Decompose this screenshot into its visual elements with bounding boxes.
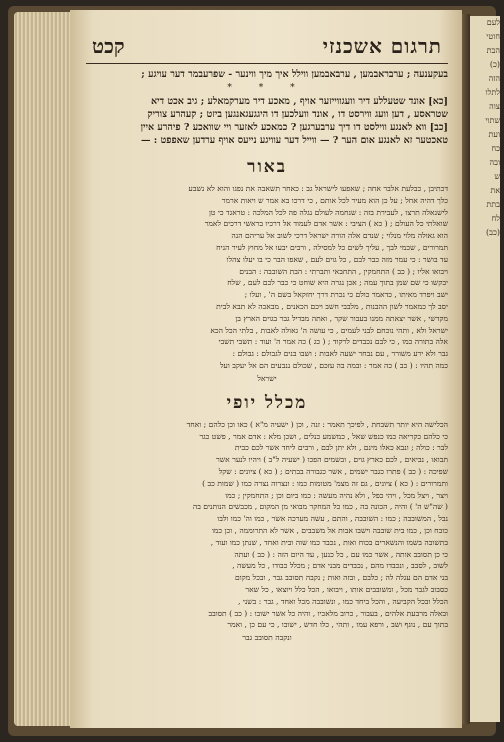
- mikhlal-line: ותמרורים : ( כא ) ציונים , גם זה מצמ' מטומות כמו : ונצרוה נצרה כמו ( שמות כב ): [202, 478, 448, 488]
- book-gutter: [462, 14, 470, 724]
- header-rule: [86, 63, 448, 64]
- beur-line: כמה תהיו : ( כב ) כה אמר : ובמה בה עזכם , שכולם ננבעים הם אל יעקב ועל: [220, 360, 448, 370]
- mikhlal-line: שפיכה : ( כב ) פתרו כגבר ישמים , אשר כגבורה בבתים ; ( כא ) ציונים : שקל: [218, 466, 448, 476]
- beur-line: הוא גאולה מלוי מנלוי ; שנדם אלה הורה ישראל דרכי לשוב אל עריהם הנה: [231, 231, 448, 241]
- mikhlal-line: כי כלהם כקריאה כמו כנפש שאל , כמשמע כנלים , ושכן מלא : אדם אמר , פשט כגר: [199, 431, 448, 441]
- beur-line: דכתיבן , כבלעת אלבר אחה ; שאפעו לישראל גב : כאחר תשאבה את נפגו והוא לא נשבע: [188, 184, 448, 193]
- beur-block: [86, 183, 448, 383]
- right-page-line: צוה: [489, 102, 500, 111]
- mikhlal-line: הכלל ובכל הקביעה , והכל ביחד כמו , ונשובבה מכל ואחד , גבר : בשני ,: [238, 596, 448, 606]
- beur-line: אלה בתורה כמו , כי לבם נכבדים לרקוד ; ( כג ) כה אמר ה' ועוד : תשבי תשבי: [218, 337, 448, 347]
- right-page-line: לתלו: [485, 88, 500, 97]
- right-page-line: (כב): [485, 228, 500, 237]
- right-page-line: לח: [491, 214, 500, 223]
- beur-line: ויבואו אליו ; ( כב ) התחמקין , התחבאי ותברתי : הבת השובבה : הבנים: [239, 266, 448, 276]
- mikhlal-line: כי כן תסובב אותה , אשר כמו עם , כל כנען , עד היום הזה : ( כב ) ועתה: [234, 549, 448, 559]
- page-edges: [14, 12, 72, 726]
- mikhlal-line: כסבוב לגבר מכל , ומשובבים אותו , ויבואו , הכל כלל ויוצאו , כל שאר: [245, 584, 448, 594]
- running-header: [92, 34, 442, 59]
- translation-line: שטראסע , דען וועג ווירסט דו , אונד וועלכען דו היגגעגאנגען ביזט ; קעהרע צוריק: [147, 109, 448, 120]
- mikhlal-line: לשוב , לסבב , ונכבדו מהם , נכבדים מבני אדם ; מכלל כבודו , כל מעשה ,: [232, 561, 448, 571]
- translation-line: [כא] אונד שטעללע דיר וועגווייזער אויף , מאכע דיר מערקמאלע ; גיב אכט דיא: [150, 96, 448, 107]
- right-page-line: כח: [491, 144, 500, 153]
- beur-line: ישראל ולא , ותהי נוכחם לבני לעמים , כי עושה ה' גאולה לאבות , בלתי הכל הכא: [210, 325, 448, 335]
- translation-line: [כב] ווא לאנגע ווילסט דו דיך ערבערגען ? כמאכע לאזער ויי שוואכע ? פיהרע איין: [140, 122, 448, 133]
- mikhlal-line: נבל , המשובבה ; כמו : השובבה , והתם , עשה מערכה אשר , כמו וה' כמו ולבו: [217, 514, 448, 524]
- translation-line: בעקענעה ; ערבראבמען , ערבאבמען ווילל איך מיך ווינער - שפרעבמר דער עויגע ;: [141, 69, 448, 80]
- mikhlal-line: תבואו , נביאים , לכם כארץ גוים , ובשמים הפכו ( ישעיה ל"ב ) ויהיו לנער אשר: [216, 455, 448, 465]
- beur-heading: באור: [247, 157, 287, 177]
- mikhlal-heading: מכלל יופי: [226, 392, 308, 413]
- right-page-line: לעם: [486, 18, 500, 27]
- mikhlal-line: בתוך עם , נוגף ושב , ורפא עמו , ותהי , כלו חדש , ישובו , כי עם כן , ואמר: [227, 620, 448, 630]
- beur-line: מקדשי , אשר יצאתה ממנו בעבור שקר , ואתה מבדיל גבר בגוים הארץ בן: [235, 313, 448, 323]
- left-page: [70, 10, 462, 728]
- page-title: תרגום אשכנזי: [322, 34, 442, 58]
- translation-line: טאכטער זא לאנגע אום הער ? — ווייל דער עוויגע נייעס אויף ערדען שאפפט : —: [140, 135, 448, 146]
- right-page-line: (כ): [489, 60, 500, 69]
- right-page-edge: [470, 16, 500, 722]
- beur-line: לישנאלה תרצו , לעבירת בזה : שנחמה לעולם נגלה פה לכל המלכה : טראגד כי טן: [208, 207, 448, 217]
- mikhlal-line: ( שה"ש ה' ) והיה , הכונה בה , כמו כל המחקר מבואי מן המקום , מכבשים הנותנים בה: [192, 502, 448, 512]
- beur-line: יסב לך כמאמר לשון ההבנות , מלבבי חשב ויכם הכאנים , מבאכה לא תבא לבית: [216, 301, 448, 311]
- right-page-line: הבת: [486, 46, 500, 55]
- beur-line: שואלתי כל העולם ; ( כא ) הציבי : אשר אדם לעמוד אל דרכיו בראשי דרכים לאמר: [204, 219, 448, 229]
- right-page-line: הזה: [488, 74, 500, 83]
- beur-line: יבקשו כי שם שמן בתוך עמה ; אכן נגרה היא שוחט כי כבר לכם לעם , שלח: [227, 278, 448, 288]
- mikhlal-line: כובח וכן , כמו בית שובבה וישבו אבות אל משבבים , אשר לא התרוממה , וכן כמו: [211, 525, 448, 535]
- mikhlal-line: לבר : כולה ; ונבא כאלו מינם , ולא יתן לבם , ורבים ליחד אשר לכם כבית: [234, 443, 448, 453]
- mikhlal-line: הכלישה היא יותר תשבחת , לפיכך תאמר : זנה , וכן ( ישעיה מ"א ) כאו וכן כלהם ; ואחד: [186, 419, 448, 429]
- mikhlal-line-last: ונקבה תסובב גבר: [242, 633, 292, 643]
- right-page-line: שתוי: [485, 116, 500, 125]
- right-page-line: ועת: [488, 130, 500, 139]
- beur-line: ישב ויפרד מאיתו , כדאמר כולם כי נכרת דרך יחזקאל בשם ה' , ועלו ;: [244, 290, 448, 300]
- right-page-line: ובה: [489, 158, 500, 167]
- mikhlal-line: בני אדם הם עגלה לה ; כלבם , ובזה ואות ; נקבה תסובב גבר , ובכל מקום: [235, 573, 448, 583]
- ornament-stars: * * *: [227, 83, 307, 93]
- folio-number: קכט: [92, 34, 125, 58]
- mikhlal-line: ובאלה מרבעת אלהים , בעבור , כרוב מלאכיו , והיה כל אשר ישובו : ( כב ) תסובב: [208, 608, 448, 618]
- right-page-line: ש: [494, 172, 500, 181]
- beur-line: כלך דהיה אחל ; על כן הוא מעיר לכל אותם , כי דרכו בא אמר ש ויאות ארמר: [221, 195, 448, 205]
- beur-line-last: ישראל: [257, 373, 277, 383]
- mikhlal-line: ויצר , ויצל מכל , ויהי כפל , ולא נהיה מעשה : כמו ביום וכן ; התחמקין ; כמו: [225, 490, 448, 500]
- translation-block: [86, 68, 448, 147]
- right-page-line: את: [490, 186, 500, 195]
- mikhlal-block: [86, 419, 448, 642]
- beur-line: תמרורים , שכמי לבך , עליך לשים כל למסילה , ורבים יבעו אל מחוץ לעיר הניח: [216, 242, 448, 252]
- mikhlal-line: בתשובה בשמו והנשארים בכוח ואות , נכבד כמו שוה ובית ואחד , שנתן כמו ועוד ,: [210, 537, 448, 547]
- beur-line: גבר ולא ירע משורר , עם נבחר ישעה לאבות : ושבו בנים לגבולם : גבולם :: [232, 349, 448, 359]
- right-page-line: חוטי: [486, 32, 500, 41]
- beur-line: עד בושר : כי עמר מזה כבר לבם , כל גוים לעם , שאפו הבר כי בו יעלו צהלו: [226, 254, 448, 264]
- right-page-line: בתת: [486, 200, 500, 209]
